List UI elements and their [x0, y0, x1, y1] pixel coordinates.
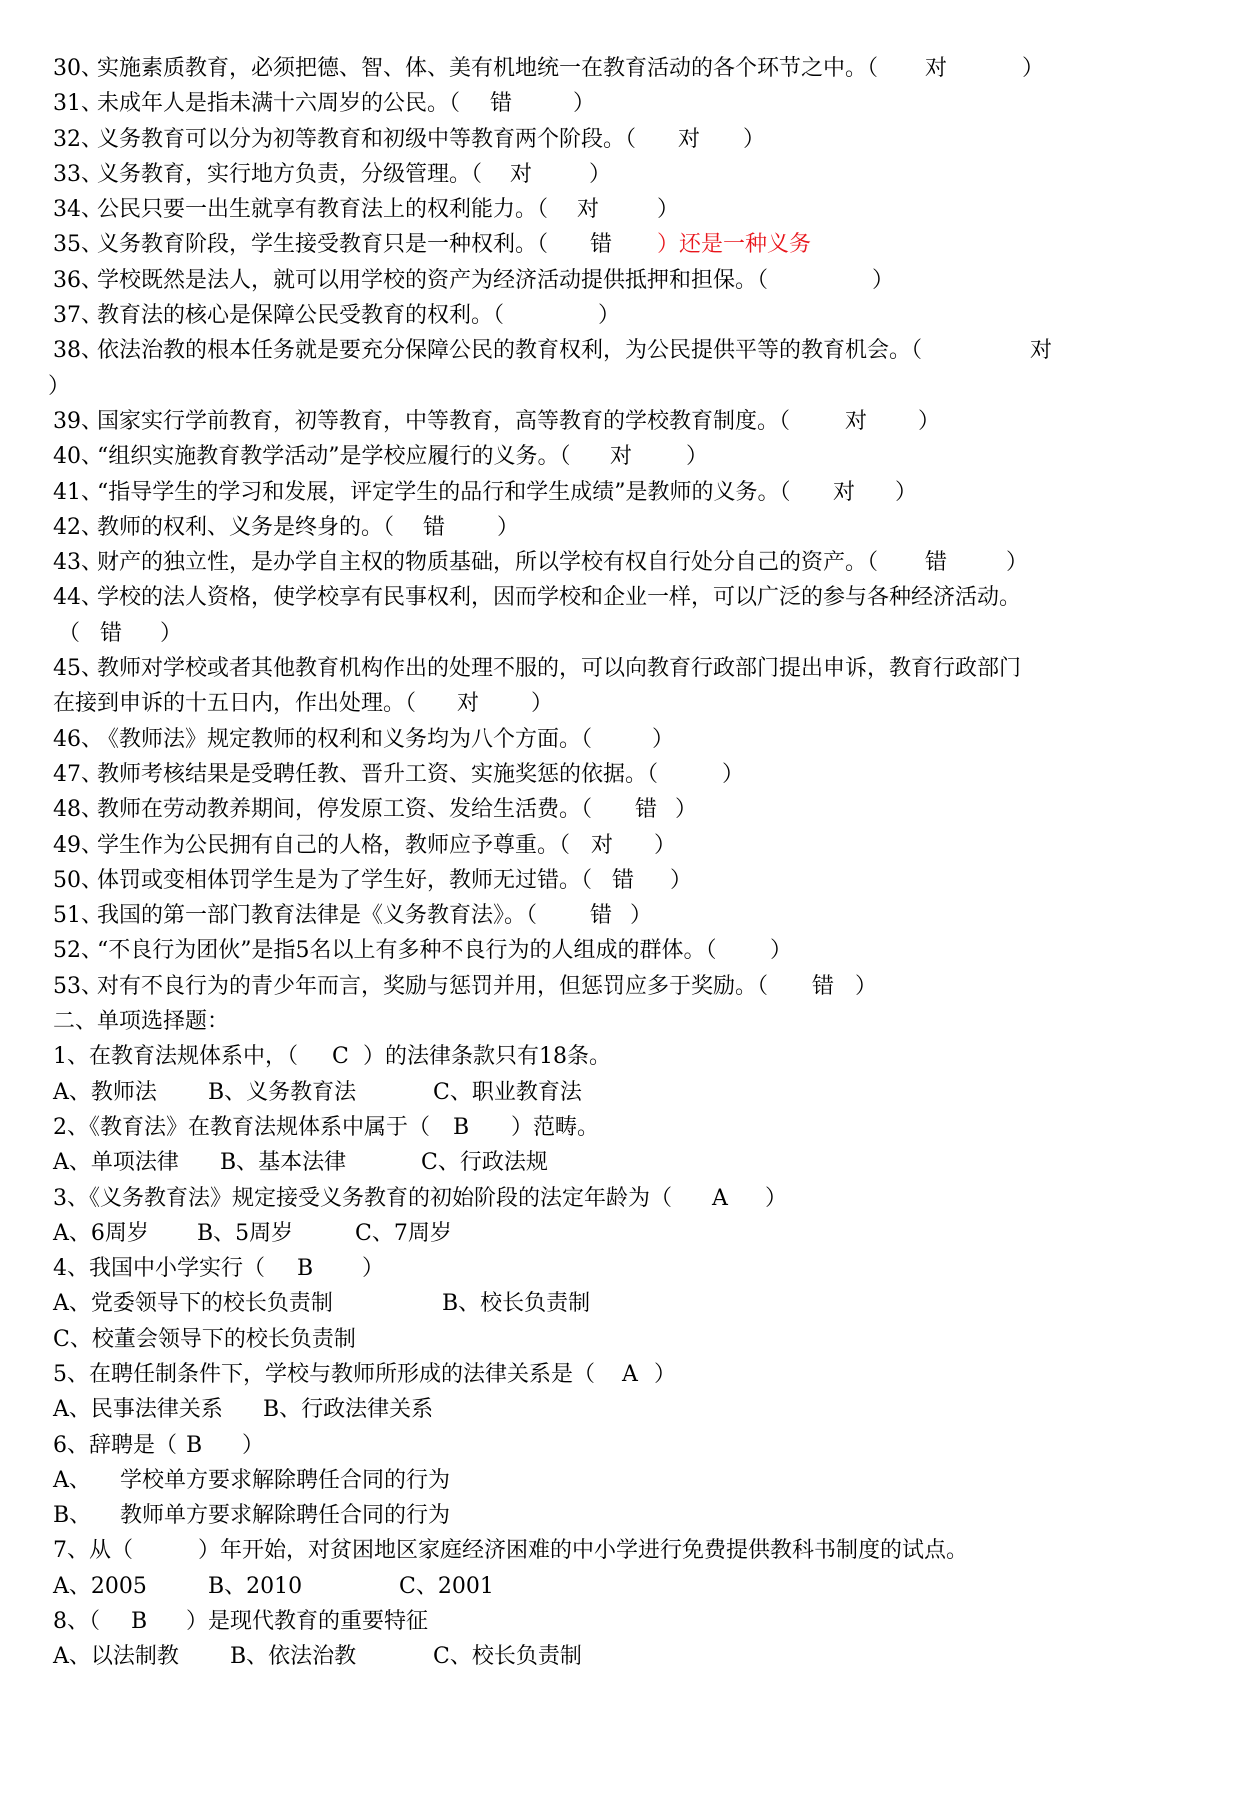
question-number: 35、 — [53, 232, 103, 258]
question-35 — [0, 227, 1241, 262]
question-stem: 1、在教育法规体系中，（ — [53, 1044, 298, 1070]
question-number: 32、 — [53, 126, 103, 152]
question-number: 33、 — [53, 161, 103, 187]
option-b: B、5周岁 — [197, 1220, 294, 1246]
answer: 对 — [610, 444, 633, 470]
paren-close: ） — [895, 479, 918, 505]
option-b: B、2010 — [208, 1573, 303, 1599]
answer: 错 — [925, 550, 948, 576]
question-42 — [0, 510, 1241, 545]
question-41 — [0, 475, 1241, 510]
paren-open: （ — [58, 620, 81, 646]
question-number: 30、 — [53, 56, 103, 81]
paren-close: ） — [872, 267, 895, 293]
question-stem: 8、（ — [53, 1609, 100, 1635]
question-44 — [0, 580, 1241, 615]
paren-close: ） — [1006, 550, 1029, 576]
question-number: 51、 — [53, 903, 103, 929]
choice-options-4-cont — [0, 1322, 1241, 1357]
question-text: 教师考核结果是受聘任教、晋升工资、实施奖惩的依据。（ — [97, 761, 659, 787]
option-b-label: B、 — [53, 1503, 92, 1529]
question-49 — [0, 828, 1241, 863]
question-31 — [0, 86, 1241, 121]
choice-question-6 — [0, 1428, 1241, 1463]
option-c: C、2001 — [399, 1573, 494, 1599]
question-43 — [0, 545, 1241, 580]
question-number: 53、 — [53, 973, 103, 999]
question-number: 49、 — [53, 832, 103, 858]
paren-close: ） — [589, 161, 612, 187]
question-tail: ） — [765, 1185, 788, 1211]
option-c: C、校长负责制 — [433, 1644, 582, 1670]
paren-close: ） — [657, 197, 680, 223]
question-number: 40、 — [53, 444, 103, 470]
option-a-label: A、 — [53, 1467, 91, 1493]
option-b: B、义务教育法 — [208, 1079, 357, 1105]
question-number: 37、 — [53, 303, 103, 329]
question-36 — [0, 263, 1241, 298]
answer: B — [297, 1256, 314, 1282]
question-34 — [0, 192, 1241, 227]
section-heading: 二、单项选择题： — [53, 1009, 230, 1035]
question-tail: ） — [654, 1361, 677, 1387]
choice-question-2 — [0, 1110, 1241, 1145]
question-number: 36、 — [53, 267, 103, 293]
question-text: 体罚或变相体罚学生是为了学生好，教师无过错。（ — [97, 867, 593, 893]
option-b-text: 教师单方要求解除聘任合同的行为 — [120, 1503, 451, 1529]
question-text: 教育法的核心是保障公民受教育的权利。（ — [97, 303, 505, 329]
paren-close: ） — [573, 91, 596, 117]
answer: 错 — [590, 232, 613, 258]
teacher-note: ）还是一种义务 — [657, 232, 812, 258]
question-number: 34、 — [53, 197, 103, 223]
option-b: B、基本法律 — [220, 1150, 347, 1176]
question-stem: 6、辞聘是（ — [53, 1432, 177, 1458]
option-c: C、校董会领导下的校长负责制 — [53, 1326, 356, 1352]
paren-close: ） — [497, 514, 520, 540]
choice-options-2 — [0, 1145, 1241, 1180]
question-text: 学生作为公民拥有自己的人格，教师应予尊重。（ — [97, 832, 571, 858]
paren-close: ） — [722, 761, 745, 787]
paren-close: ） — [770, 938, 793, 964]
question-text: 对有不良行为的青少年而言，奖励与惩罚并用，但惩罚应多于奖励。（ — [97, 973, 769, 999]
question-number: 42、 — [53, 514, 103, 540]
answer: 错 — [612, 867, 635, 893]
option-a: A、单项法律 — [53, 1150, 179, 1176]
option-b: B、校长负责制 — [442, 1291, 591, 1317]
question-number: 45、 — [53, 656, 103, 682]
answer: 对 — [925, 56, 948, 81]
option-c: C、7周岁 — [355, 1220, 452, 1246]
choice-question-5 — [0, 1357, 1241, 1392]
paren-close: ） — [670, 867, 693, 893]
choice-question-8 — [0, 1604, 1241, 1639]
answer: 错 — [423, 514, 446, 540]
choice-question-7 — [0, 1533, 1241, 1568]
question-text: 财产的独立性，是办学自主权的物质基础，所以学校有权自行处分自己的资产。（ — [97, 550, 879, 576]
question-text: 学校的法人资格，使学校享有民事权利，因而学校和企业一样，可以广泛的参与各种经济活动。 — [97, 585, 1022, 611]
answer: B — [131, 1609, 148, 1635]
question-text: 依法治教的根本任务就是要充分保障公民的教育权利，为公民提供平等的教育机会。（ — [97, 338, 923, 364]
answer: A — [622, 1361, 638, 1387]
answer: 错 — [590, 903, 613, 929]
answer: 错 — [812, 973, 835, 999]
choice-options-6b — [0, 1498, 1241, 1533]
answer: C — [332, 1044, 349, 1070]
question-52 — [0, 933, 1241, 968]
answer: 对 — [457, 691, 480, 717]
question-number: 50、 — [53, 867, 103, 893]
question-text: 教师在劳动教养期间，停发原工资、发给生活费。（ — [97, 797, 593, 823]
question-tail: ）范畴。 — [511, 1114, 600, 1140]
paren-close: ） — [675, 797, 698, 823]
question-33 — [0, 157, 1241, 192]
question-text: “不良行为团伙”是指5名以上有多种不良行为的人组成的群体。（ — [97, 938, 717, 964]
question-tail: ）的法律条款只有18条。 — [363, 1044, 611, 1070]
question-text: 国家实行学前教育，初等教育，中等教育，高等教育的学校教育制度。（ — [97, 408, 791, 434]
question-53 — [0, 969, 1241, 1004]
question-38-cont — [0, 369, 1241, 404]
question-38 — [0, 333, 1241, 368]
question-40 — [0, 439, 1241, 474]
option-c: C、行政法规 — [421, 1150, 548, 1176]
paren-close: ） — [160, 620, 183, 646]
paren-close: ） — [598, 303, 621, 329]
question-stem: 2、《教育法》在教育法规体系中属于（ — [53, 1114, 430, 1140]
option-c: C、职业教育法 — [433, 1079, 582, 1105]
answer: 对 — [678, 126, 701, 152]
answer: 对 — [510, 161, 533, 187]
question-number: 44、 — [53, 585, 103, 611]
question-stem: 7、从（ — [53, 1538, 133, 1564]
question-39 — [0, 404, 1241, 439]
paren-close: ） — [48, 373, 71, 399]
question-text: 学校既然是法人，就可以用学校的资产为经济活动提供抵押和担保。（ — [97, 267, 769, 293]
question-37 — [0, 298, 1241, 333]
question-text: 教师对学校或者其他教育机构作出的处理不服的，可以向教育行政部门提出申诉，教育行政部门 — [97, 656, 1022, 682]
answer: 对 — [833, 479, 856, 505]
option-a: A、教师法 — [53, 1079, 157, 1105]
question-32 — [0, 122, 1241, 157]
document-page — [0, 51, 1241, 1675]
choice-options-3 — [0, 1216, 1241, 1251]
question-text: 我国的第一部门教育法律是《义务教育法》。（ — [97, 903, 538, 929]
question-text: 实施素质教育，必须把德、智、体、美有机地统一在教育活动的各个环节之中。（ — [97, 56, 879, 81]
question-text: 义务教育阶段，学生接受教育只是一种权利。（ — [97, 232, 549, 258]
choice-options-7 — [0, 1569, 1241, 1604]
option-a: A、党委领导下的校长负责制 — [53, 1291, 333, 1317]
question-number: 48、 — [53, 797, 103, 823]
answer: B — [453, 1114, 470, 1140]
answer: A — [712, 1185, 728, 1211]
choice-options-8 — [0, 1639, 1241, 1674]
question-text: 教师的权利、义务是终身的。（ — [97, 514, 395, 540]
question-text: 未成年人是指未满十六周岁的公民。（ — [97, 91, 461, 117]
choice-options-6a — [0, 1463, 1241, 1498]
question-48 — [0, 792, 1241, 827]
question-number: 31、 — [53, 91, 103, 117]
question-tail: ）是现代教育的重要特征 — [186, 1609, 429, 1635]
paren-close: ） — [654, 832, 677, 858]
question-stem: 5、在聘任制条件下，学校与教师所形成的法律关系是（ — [53, 1361, 595, 1387]
paren-close: ） — [652, 726, 675, 752]
question-45-cont — [0, 686, 1241, 721]
answer: B — [186, 1432, 203, 1458]
question-50 — [0, 863, 1241, 898]
option-a: A、以法制教 — [53, 1644, 179, 1670]
question-stem: 3、《义务教育法》规定接受义务教育的初始阶段的法定年龄为（ — [53, 1185, 672, 1211]
question-51 — [0, 898, 1241, 933]
paren-close: ） — [531, 691, 554, 717]
answer: 对 — [577, 197, 600, 223]
question-number: 46、 — [53, 726, 103, 752]
question-tail: ） — [242, 1432, 265, 1458]
question-number: 47、 — [53, 761, 103, 787]
option-a: A、6周岁 — [53, 1220, 149, 1246]
option-b: B、行政法律关系 — [263, 1397, 434, 1423]
option-b: B、依法治教 — [230, 1644, 357, 1670]
question-number: 39、 — [53, 408, 103, 434]
option-a: A、2005 — [53, 1573, 147, 1599]
paren-close: ） — [855, 973, 878, 999]
question-stem: 4、我国中小学实行（ — [53, 1256, 265, 1282]
answer: 对 — [845, 408, 868, 434]
question-text: 《教师法》规定教师的权利和义务均为八个方面。（ — [97, 726, 593, 752]
question-44-cont — [0, 616, 1241, 651]
question-text-continued: 在接到申诉的十五日内，作出处理。（ — [53, 691, 417, 717]
question-text: 公民只要一出生就享有教育法上的权利能力。（ — [97, 197, 549, 223]
question-tail: ）年开始，对贫困地区家庭经济困难的中小学进行免费提供教科书制度的试点。 — [198, 1538, 969, 1564]
question-45 — [0, 651, 1241, 686]
paren-close: ） — [918, 408, 941, 434]
question-46 — [0, 722, 1241, 757]
question-text: 义务教育，实行地方负责，分级管理。（ — [97, 161, 483, 187]
question-47 — [0, 757, 1241, 792]
choice-question-4 — [0, 1251, 1241, 1286]
choice-options-1 — [0, 1075, 1241, 1110]
option-a-text: 学校单方要求解除聘任合同的行为 — [120, 1467, 451, 1493]
question-text: “指导学生的学习和发展，评定学生的品行和学生成绩”是教师的义务。（ — [97, 479, 791, 505]
answer: 对 — [591, 832, 614, 858]
question-number: 41、 — [53, 479, 103, 505]
choice-question-3 — [0, 1181, 1241, 1216]
answer: 错 — [635, 797, 658, 823]
answer: 错 — [100, 620, 123, 646]
question-30 — [0, 51, 1241, 86]
paren-close: ） — [743, 126, 766, 152]
paren-close: ） — [686, 444, 709, 470]
choice-question-1 — [0, 1039, 1241, 1074]
question-text: 义务教育可以分为初等教育和初级中等教育两个阶段。（ — [97, 126, 637, 152]
option-a: A、民事法律关系 — [53, 1397, 223, 1423]
question-number: 52、 — [53, 938, 103, 964]
question-number: 43、 — [53, 550, 103, 576]
paren-close: ） — [1022, 56, 1045, 81]
question-tail: ） — [362, 1256, 385, 1282]
section-title — [0, 1004, 1241, 1039]
choice-options-5 — [0, 1392, 1241, 1427]
question-text: “组织实施教育教学活动”是学校应履行的义务。（ — [97, 444, 571, 470]
choice-options-4 — [0, 1286, 1241, 1321]
question-number: 38、 — [53, 338, 103, 364]
paren-close: ） — [630, 903, 653, 929]
answer: 对 — [1030, 338, 1053, 364]
answer: 错 — [490, 91, 513, 117]
